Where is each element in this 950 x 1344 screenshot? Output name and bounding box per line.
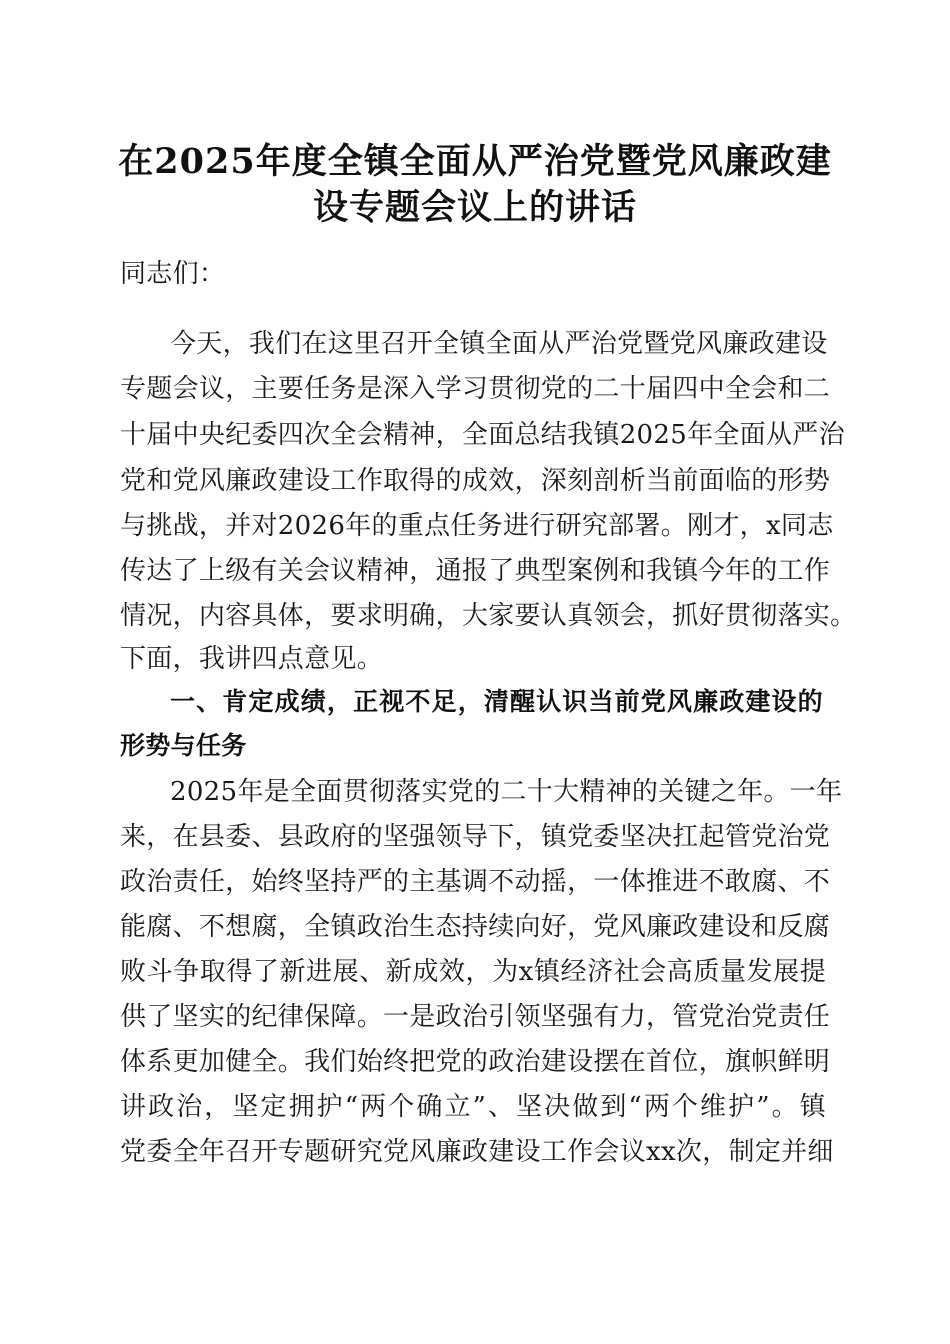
paragraph-2-line-9: 党委全年召开专题研究党风廉政建设工作会议xx次，制定并细 (120, 1137, 834, 1167)
paragraph-1-line-2: 专题会议，主要任务是深入学习贯彻党的二十届四中全会和二 (120, 374, 831, 404)
paragraph-1-line-4: 党和党风廉政建设工作取得的成效，深刻剖析当前面临的形势 (120, 466, 831, 496)
paragraph-2-line-4: 能腐、不想腐，全镇政治生态持续向好，党风廉政建设和反腐 (120, 912, 831, 942)
paragraph-1-line-1: 今天，我们在这里召开全镇全面从严治党暨党风廉政建设 (170, 329, 828, 359)
paragraph-1-line-6: 传达了上级有关会议精神，通报了典型案例和我镇今年的工作 (120, 556, 831, 586)
paragraph-2-line-2: 来，在县委、县政府的坚强领导下，镇党委坚决扛起管党治党 (120, 822, 831, 852)
paragraph-2-line-5: 败斗争取得了新进展、新成效，为x镇经济社会高质量发展提 (120, 957, 826, 987)
paragraph-2-line-8: 讲政治，坚定拥护“两个确立”、坚决做到“两个维护”。镇 (120, 1092, 826, 1122)
paragraph-1-line-8: 下面，我讲四点意见。 (120, 644, 384, 674)
section-heading-1-line-2: 形势与任务 (120, 731, 247, 760)
section-heading-1-line-1: 一、肯定成绩，正视不足，清醒认识当前党风廉政建设的 (170, 687, 823, 716)
paragraph-2-line-1: 2025年是全面贯彻落实党的二十大精神的关键之年。一年 (170, 777, 843, 807)
paragraph-2-line-6: 供了坚实的纪律保障。一是政治引领坚强有力，管党治党责任 (120, 1002, 831, 1032)
document-title-line-2: 设专题会议上的讲话 (312, 187, 637, 228)
paragraph-2-line-7: 体系更加健全。我们始终把党的政治建设摆在首位，旗帜鲜明 (120, 1047, 831, 1077)
salutation: 同志们： (120, 259, 226, 289)
document-title-line-1: 在2025年度全镇全面从严治党暨党风廉政建 (118, 141, 832, 182)
paragraph-2-line-3: 政治责任，始终坚持严的主基调不动摇，一体推进不敢腐、不 (120, 867, 831, 897)
paragraph-1-line-7: 情况，内容具体，要求明确，大家要认真领会，抓好贯彻落实。 (120, 601, 857, 631)
paragraph-1-line-5: 与挑战，并对2026年的重点任务进行研究部署。刚才，x同志 (120, 511, 834, 541)
paragraph-1-line-3: 十届中央纪委四次全会精神，全面总结我镇2025年全面从严治 (120, 420, 845, 450)
